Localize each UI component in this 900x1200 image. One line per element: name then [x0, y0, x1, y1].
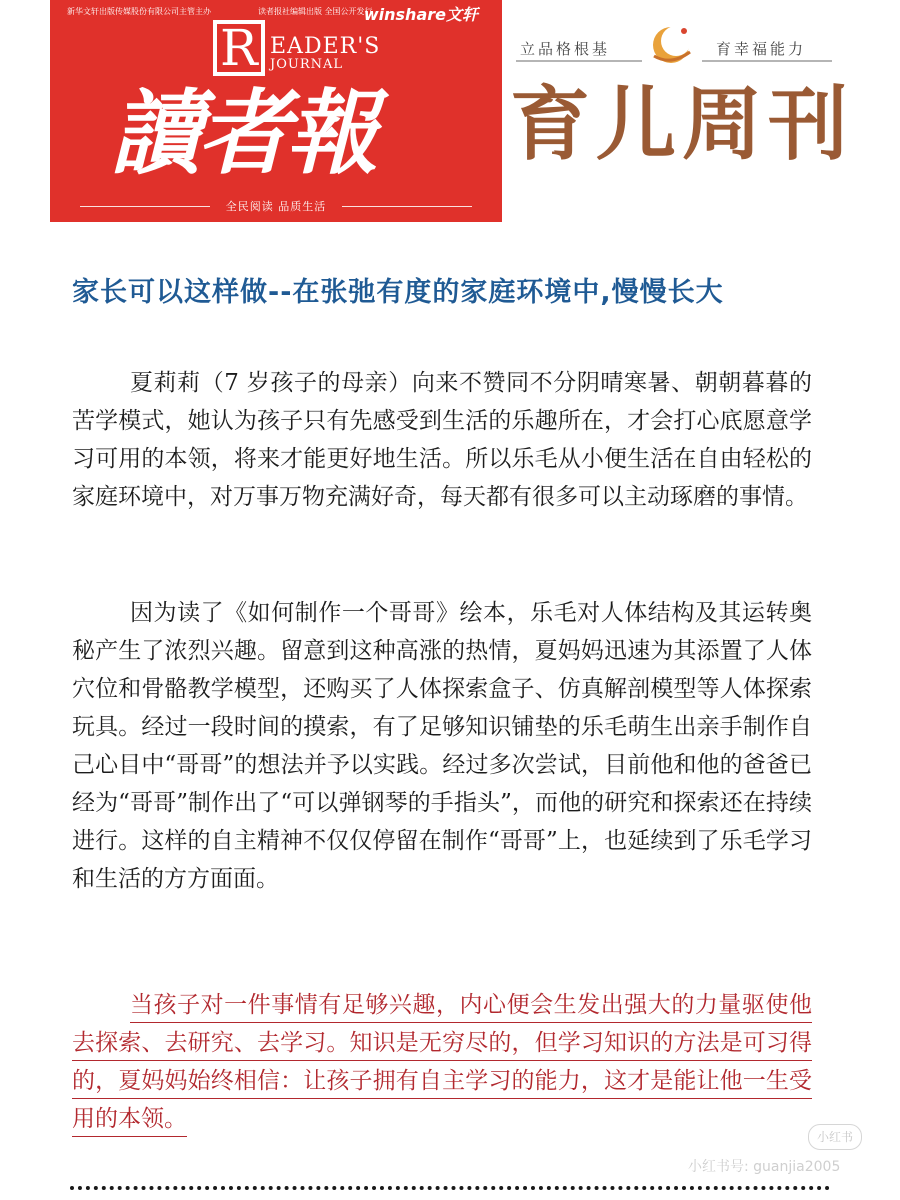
masthead-title: 讀者報 — [110, 79, 375, 187]
article-highlight-paragraph — [72, 986, 812, 1138]
rj-logo-initial: R — [220, 19, 258, 77]
article-paragraph-2: 因为读了《如何制作一个哥哥》绘本，乐毛对人体结构及其运转奥秘产生了浓烈兴趣。留意到这种高涨的热情，夏妈妈迅速为其添置了人体穴位和骨骼教学模型，还购买了人体探索盒子、仿真解剖模型等人体探索玩具。经过一段时间的摸索，有了足够知识铺垫的乐毛萌生出亲手制作自己心目中“哥哥”的想法并予以实践。经过多次尝试，目前他和他的爸爸已经为“哥哥”制作出了“可以弹钢琴的手指头”，而他的研究和探索还在持续进行。这样的自主精神不仅仅停留在制作“哥哥”上，也延续到了乐毛学习和生活的方方面面。 — [72, 600, 812, 892]
bottom-dotted-divider — [70, 1186, 830, 1190]
publisher-left-text: 新华文轩出版传媒股份有限公司主管主办 — [67, 7, 211, 16]
article-paragraph-1: 夏莉莉（7 岁孩子的母亲）向来不赞同不分阴晴寒暑、朝朝暮暮的苦学模式，她认为孩子只有先感受到生活的乐趣所在，才会打心底愿意学习可用的本领，将来才能更好地生活。所以乐毛从小便生活在自由轻松的家庭环境中，对万事万物充满好奇，每天都有很多可以主动琢磨的事情。 — [72, 370, 812, 510]
watermark-badge: 小红书 — [808, 1124, 862, 1150]
motto-right: 育幸福能力 — [716, 40, 807, 58]
masthead-slogan: 全民阅读 品质生活 — [225, 200, 327, 213]
motto-rule-right — [702, 60, 832, 62]
article-headline: 家长可以这样做--在张弛有度的家庭环境中,慢慢长大 — [72, 277, 724, 308]
watermark-text: 小红书号: guanjia2005 — [688, 1159, 841, 1175]
motto-rule-left — [516, 60, 642, 62]
weekly-title: 育儿周刊 — [510, 78, 854, 171]
publisher-right-text: 读者报社编辑出版 全国公开发行 — [258, 7, 373, 16]
winshare-logo: winshare文轩 — [363, 5, 478, 24]
sun-logo-icon — [646, 20, 696, 70]
readers-journal-masthead — [50, 0, 502, 222]
rj-logo-word: EADER'S — [270, 34, 381, 59]
highlight-text: 当孩子对一件事情有足够兴趣，内心便会生发出强大的力量驱使他去探索、去研究、去学习。知识是无穷尽的，但学习知识的方法是可习得的，夏妈妈始终相信：让孩子拥有自主学习的能力，这才是能让他一生受用的本领。 — [72, 992, 812, 1137]
motto-left: 立品格根基 — [520, 40, 611, 58]
rj-logo-journal: JOURNAL — [270, 57, 344, 72]
